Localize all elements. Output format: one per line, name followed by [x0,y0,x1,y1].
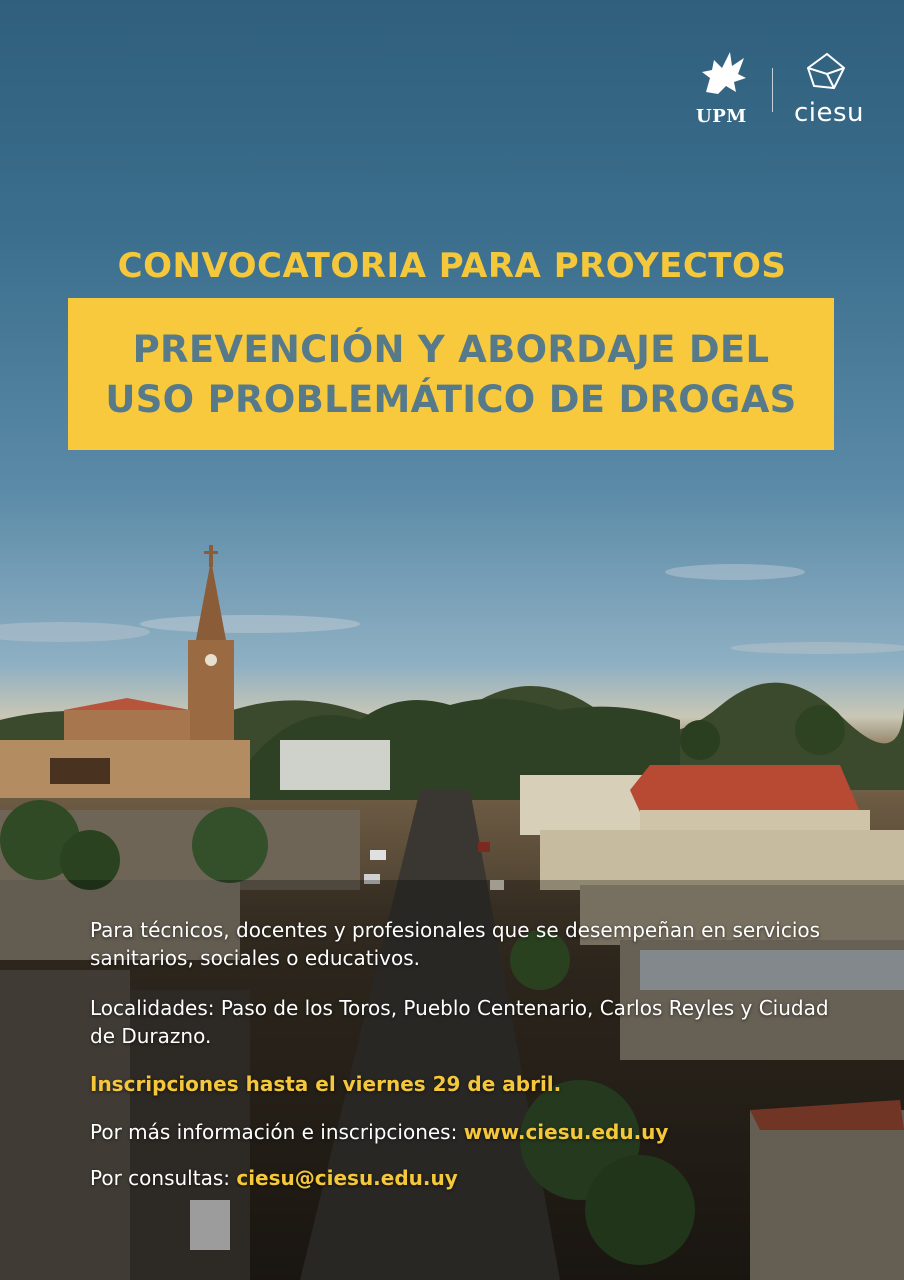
ciesu-logo-icon [804,52,850,94]
deadline-text: Inscripciones hasta el viernes 29 de abril. [90,1072,562,1096]
call-heading: CONVOCATORIA PARA PROYECTOS [117,246,787,286]
title-line-2: USO PROBLEMÁTICO DE DROGAS [105,378,797,421]
info-label: Por más información e inscripciones: [90,1120,464,1144]
logo-divider [772,68,773,112]
partner-logos [684,48,864,128]
locations-text: Localidades: Paso de los Toros, Pueblo Centenario, Carlos Reyles y Ciudad de Durazno. [90,996,829,1048]
audience-text: Para técnicos, docentes y profesionales que se desempeñan en servicios sanitarios, sociales o educativos. [90,918,821,970]
title-banner [68,298,834,450]
email-link[interactable]: ciesu@ciesu.edu.uy [236,1166,458,1190]
contact-line [90,1164,830,1192]
upm-logo-text: UPM [696,106,747,127]
ciesu-logo-text: ciesu [794,98,865,128]
contact-label: Por consultas: [90,1166,237,1190]
info-line [90,1118,830,1146]
title-line-1: PREVENCIÓN Y ABORDAJE DEL [132,328,770,371]
griffin-logo-icon [692,48,752,104]
website-link[interactable]: www.ciesu.edu.uy [463,1120,669,1144]
